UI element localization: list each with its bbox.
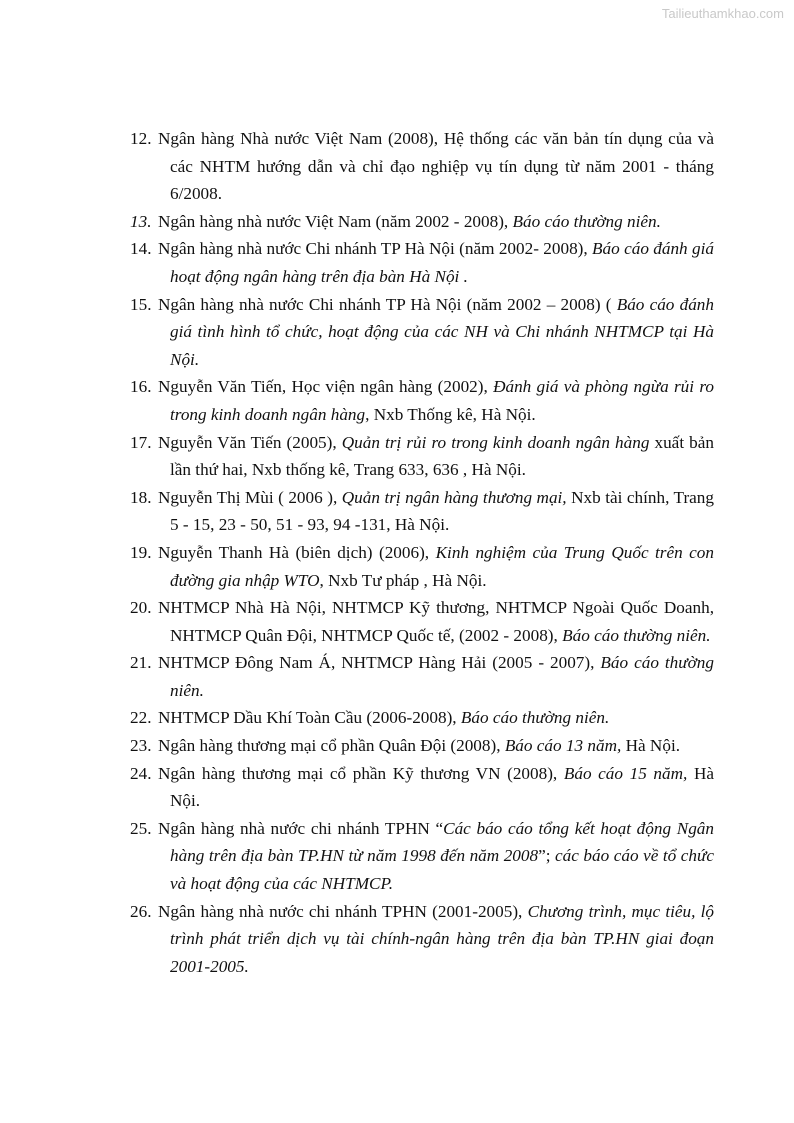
reference-item bbox=[130, 208, 714, 236]
reference-text: Hà Nội. bbox=[170, 763, 714, 811]
reference-text: Ngân hàng nhà nước chi nhánh TPHN “ bbox=[158, 818, 444, 838]
reference-title-text: các báo cáo về tổ chức và hoạt động của các NHTMCP. bbox=[170, 846, 715, 894]
reference-title-text: Báo cáo đánh giá tình hình tổ chức, hoạt động của các NH và Chi nhánh NHTMCP tại Hà Nội. bbox=[170, 294, 714, 369]
reference-item bbox=[130, 732, 714, 760]
reference-number: 12. bbox=[130, 129, 152, 148]
reference-title-text: Các báo cáo tổng kết hoạt động Ngân hàng trên địa bàn TP.HN từ năm 1998 đến năm 2008 bbox=[170, 818, 714, 866]
reference-number: 26. bbox=[130, 901, 152, 921]
reference-text: Ngân hàng nhà nước Chi nhánh TP Hà Nội (năm 2002- 2008), bbox=[158, 239, 593, 259]
reference-text: , Nxb Tư pháp , Hà Nội. bbox=[319, 570, 487, 590]
reference-item bbox=[130, 373, 714, 428]
reference-title-text: Báo cáo đánh giá hoạt động ngân hàng trên địa bàn Hà Nội . bbox=[170, 239, 714, 286]
reference-number: 13. bbox=[130, 211, 152, 231]
reference-title-text: Báo cáo thường niên. bbox=[170, 653, 714, 700]
reference-item bbox=[130, 760, 714, 815]
reference-text: ”; bbox=[538, 846, 556, 866]
reference-number: 14. bbox=[130, 239, 152, 259]
reference-text: Nguyễn Văn Tiến (2005), bbox=[158, 432, 342, 452]
reference-text: , Nxb Thống kê, Hà Nội. bbox=[365, 404, 536, 424]
reference-text: Ngân hàng nhà nước Chi nhánh TP Hà Nội (năm 2002 – 2008) ( bbox=[158, 294, 617, 314]
reference-item bbox=[130, 125, 714, 208]
reference-item bbox=[130, 594, 714, 649]
reference-item bbox=[130, 649, 714, 704]
reference-title-text: Quản trị rủi ro trong kinh doanh ngân hàng bbox=[341, 432, 650, 452]
reference-text: Ngân hàng thương mại cổ phần Kỹ thương VN (2008), bbox=[158, 763, 564, 783]
reference-title-text: Chương trình, mục tiêu, lộ trình phát triển dịch vụ tài chính-ngân hàng trên địa bàn TP.HN giai đoạn 2001-2005. bbox=[170, 901, 714, 976]
reference-title-text: Quản trị ngân hàng thương mại, bbox=[341, 487, 567, 507]
reference-text: Ngân hàng nhà nước chi nhánh TPHN (2001-2005), bbox=[158, 901, 528, 921]
reference-text: Nguyễn Thanh Hà (biên dịch) (2006), bbox=[158, 542, 436, 562]
reference-text: Ngân hàng Nhà nước Việt Nam (2008), Hệ thống các văn bản tín dụng của và các NHTM hướng dẫn và chỉ đạo nghiệp vụ tín dụng từ năm 2001 - tháng 6/2008. bbox=[158, 129, 714, 204]
reference-number: 18. bbox=[130, 487, 152, 507]
reference-number: 23. bbox=[130, 736, 152, 756]
reference-list bbox=[130, 125, 714, 980]
reference-title-text: Báo cáo thường niên. bbox=[460, 708, 610, 728]
reference-number: 15. bbox=[130, 294, 152, 314]
reference-text: Ngân hàng nhà nước Việt Nam (năm 2002 - 2008), bbox=[158, 211, 513, 231]
reference-title-text: Đánh giá và phòng ngừa rủi ro trong kinh doanh ngân hàng bbox=[170, 377, 714, 424]
reference-text: Hà Nội. bbox=[621, 736, 681, 756]
reference-item bbox=[130, 235, 714, 290]
reference-item bbox=[130, 484, 714, 539]
reference-title-text: Báo cáo 13 năm, bbox=[504, 736, 622, 756]
watermark-text: Tailieuthamkhao.com bbox=[661, 6, 784, 21]
reference-text: Ngân hàng thương mại cổ phần Quân Đội (2008), bbox=[158, 736, 505, 756]
reference-title-text: Báo cáo 15 năm, bbox=[563, 763, 688, 783]
reference-number: 25. bbox=[130, 818, 152, 838]
reference-title-text: Báo cáo thường niên. bbox=[512, 211, 661, 231]
reference-item bbox=[130, 704, 714, 732]
reference-item bbox=[130, 815, 714, 898]
reference-title-text: Báo cáo thường niên. bbox=[562, 625, 711, 645]
reference-number: 19. bbox=[130, 542, 152, 562]
reference-text: Nxb tài chính, Trang 5 - 15, 23 - 50, 51 - 93, 94 -131, Hà Nội. bbox=[170, 487, 714, 535]
reference-number: 21. bbox=[130, 653, 152, 673]
reference-item bbox=[130, 539, 714, 594]
reference-number: 24. bbox=[130, 763, 152, 783]
reference-text: Nguyễn Văn Tiến, Học viện ngân hàng (2002), bbox=[158, 377, 494, 397]
reference-text: NHTMCP Đông Nam Á, NHTMCP Hàng Hải (2005 - 2007), bbox=[158, 653, 601, 673]
reference-number: 20. bbox=[130, 598, 152, 618]
reference-text: Nguyễn Thị Mùi ( 2006 ), bbox=[158, 487, 342, 507]
reference-number: 22. bbox=[130, 708, 152, 728]
reference-number: 16. bbox=[130, 377, 152, 397]
reference-text: xuất bản lần thứ hai, Nxb thống kê, Trang 633, 636 , Hà Nội. bbox=[170, 432, 714, 480]
reference-item bbox=[130, 429, 714, 484]
reference-title-text: Kinh nghiệm của Trung Quốc trên con đường gia nhập WTO bbox=[170, 542, 714, 590]
reference-item bbox=[130, 291, 714, 374]
reference-item bbox=[130, 898, 714, 981]
reference-text: NHTMCP Nhà Hà Nội, NHTMCP Kỹ thương, NHTMCP Ngoài Quốc Doanh, NHTMCP Quân Đội, NHTMCP Quốc tế, (2002 - 2008), bbox=[158, 598, 714, 645]
reference-text: NHTMCP Dầu Khí Toàn Cầu (2006-2008), bbox=[158, 708, 461, 728]
reference-number: 17. bbox=[130, 432, 152, 452]
